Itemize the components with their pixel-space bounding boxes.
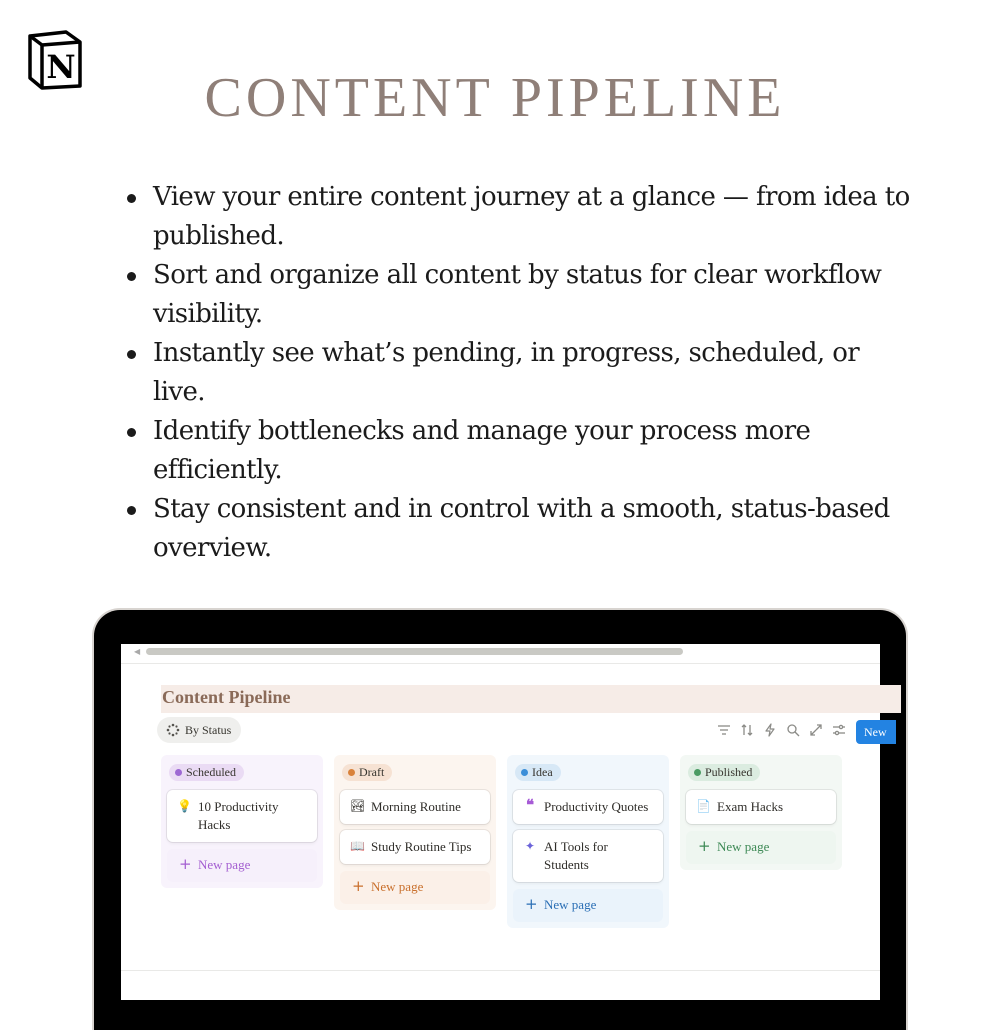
database-title[interactable]: Content Pipeline bbox=[162, 687, 291, 707]
document-icon: 📄 bbox=[696, 799, 711, 813]
sort-icon[interactable] bbox=[740, 723, 754, 737]
search-icon[interactable] bbox=[786, 723, 800, 737]
picture-icon: 🏞 bbox=[350, 799, 366, 813]
status-label: Draft bbox=[359, 765, 385, 779]
feature-list-item: Sort and organize all content by status for clear workflow visibility. bbox=[153, 256, 913, 334]
divider bbox=[121, 970, 880, 971]
lightning-icon[interactable] bbox=[763, 723, 777, 737]
plus-icon: + bbox=[352, 877, 365, 895]
quote-icon: ❝ bbox=[525, 798, 535, 814]
status-tag-scheduled[interactable] bbox=[169, 764, 244, 781]
feature-list-item: Stay consistent and in control with a smooth, status-based overview. bbox=[153, 490, 913, 568]
new-page-button[interactable] bbox=[167, 849, 317, 882]
new-page-label: New page bbox=[371, 879, 424, 894]
status-dot bbox=[521, 769, 528, 776]
card-title: Productivity Quotes bbox=[544, 799, 649, 814]
feature-list-item: Instantly see what’s pending, in progress, scheduled, or live. bbox=[153, 334, 913, 412]
settings-sliders-icon[interactable] bbox=[832, 723, 846, 737]
status-label: Idea bbox=[532, 765, 553, 779]
status-dot bbox=[175, 769, 182, 776]
status-label: Scheduled bbox=[186, 765, 236, 779]
view-tab-label: By Status bbox=[185, 723, 232, 737]
board-column-idea bbox=[507, 755, 669, 928]
plus-icon: + bbox=[525, 895, 538, 913]
new-page-button[interactable] bbox=[340, 871, 490, 904]
board-column-draft bbox=[334, 755, 496, 910]
feature-list-item: Identify bottlenecks and manage your process more efficiently. bbox=[153, 412, 913, 490]
status-dot bbox=[348, 769, 355, 776]
status-dot bbox=[694, 769, 701, 776]
loading-dots-icon bbox=[166, 723, 180, 737]
sparkle-icon: ✦ bbox=[524, 839, 536, 853]
open-book-icon: 📖 bbox=[350, 839, 365, 853]
status-tag-published[interactable] bbox=[688, 764, 760, 781]
board-card[interactable] bbox=[686, 790, 836, 824]
board-card[interactable] bbox=[513, 830, 663, 882]
filter-icon[interactable] bbox=[717, 723, 731, 737]
feature-list-item: View your entire content journey at a glance — from idea to published. bbox=[153, 178, 913, 256]
card-title: Exam Hacks bbox=[717, 799, 784, 814]
board-card[interactable] bbox=[167, 790, 317, 842]
plus-icon: + bbox=[698, 837, 711, 855]
new-button[interactable]: New bbox=[856, 720, 896, 744]
lightbulb-icon: 💡 bbox=[177, 799, 192, 813]
card-title: 10 Productivity Hacks bbox=[198, 799, 279, 832]
view-tab-by-status[interactable] bbox=[157, 717, 241, 743]
expand-icon[interactable] bbox=[809, 723, 823, 737]
new-page-label: New page bbox=[198, 857, 251, 872]
page-title: CONTENT PIPELINE bbox=[204, 67, 786, 129]
board-column-published bbox=[680, 755, 842, 870]
notion-screen bbox=[121, 644, 887, 1000]
feature-list bbox=[153, 178, 913, 568]
plus-icon: + bbox=[179, 855, 192, 873]
new-page-button[interactable] bbox=[513, 889, 663, 922]
divider bbox=[121, 663, 880, 664]
new-page-label: New page bbox=[544, 897, 597, 912]
new-page-label: New page bbox=[717, 839, 770, 854]
card-title: AI Tools for Students bbox=[544, 839, 608, 872]
scroll-left-arrow-icon[interactable]: ◀ bbox=[134, 647, 141, 656]
status-label: Published bbox=[705, 765, 753, 779]
svg-text:N: N bbox=[46, 48, 76, 86]
new-page-button[interactable] bbox=[686, 831, 836, 864]
board-card[interactable] bbox=[340, 790, 490, 824]
horizontal-scrollbar[interactable] bbox=[146, 648, 683, 655]
board-card[interactable] bbox=[513, 790, 663, 824]
board-column-scheduled bbox=[161, 755, 323, 888]
board-card[interactable] bbox=[340, 830, 490, 864]
card-title: Morning Routine bbox=[371, 799, 461, 814]
status-tag-idea[interactable] bbox=[515, 764, 561, 781]
card-title: Study Routine Tips bbox=[371, 839, 472, 854]
status-tag-draft[interactable] bbox=[342, 764, 392, 781]
